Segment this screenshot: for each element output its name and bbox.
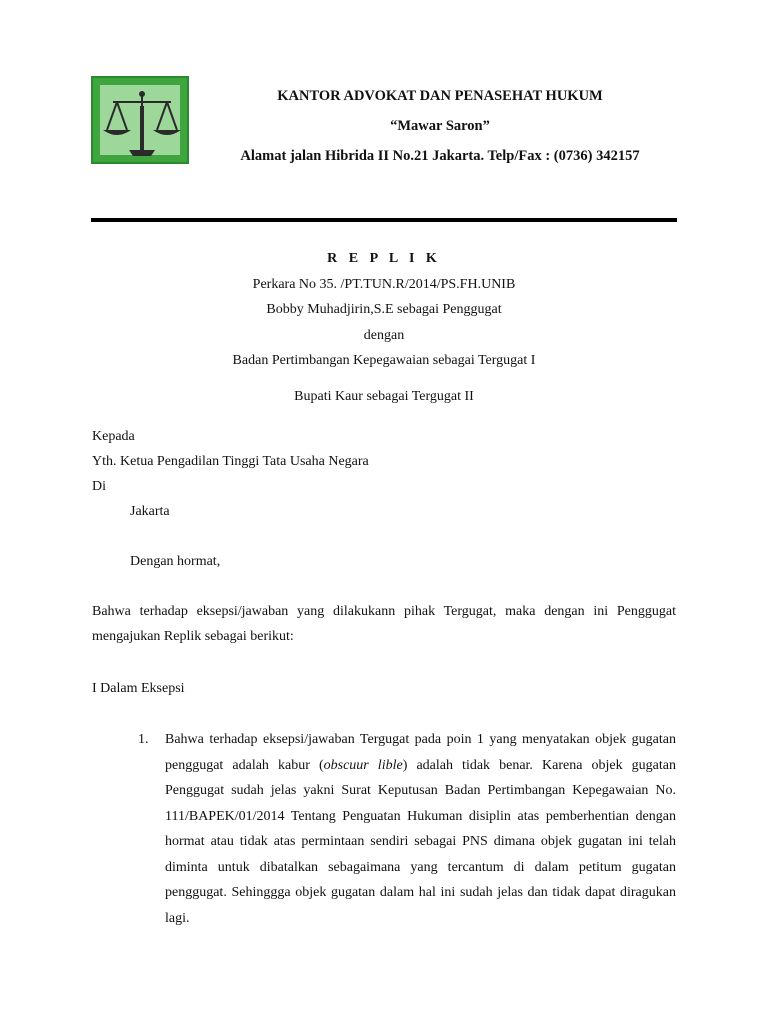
intro-paragraph: Bahwa terhadap eksepsi/jawaban yang dilakukann pihak Tergugat, maka dengan ini Penggugat mengajukan Replik sebagai berikut: (92, 604, 676, 644)
address-recipient: Yth. Ketua Pengadilan Tinggi Tata Usaha Negara (92, 454, 369, 469)
address-to: Kepada (92, 429, 135, 444)
address-at: Di (92, 479, 106, 494)
address-city: Jakarta (130, 504, 170, 519)
section-title: I Dalam Eksepsi (92, 681, 185, 696)
office-alias: “Mawar Saron” (390, 118, 490, 134)
connector-line: dengan (363, 328, 405, 343)
list-item (138, 727, 676, 931)
list-item-text (165, 727, 676, 931)
header-divider (91, 218, 677, 222)
document-title: R E P L I K (327, 251, 441, 266)
plaintiff-line: Bobby Muhadjirin,S.E sebagai Penggugat (266, 302, 502, 317)
defendant-2-line: Bupati Kaur sebagai Tergugat II (294, 389, 474, 404)
point-text-after: ) adalah tidak benar. Karena objek gugatan Penggugat sudah jelas yakni Surat Keputusan Badan Pertimbangan Kepegawaian No. 111/BAPEK/01/2014 Tentang Penguatan Hukuman disiplin atas pemberhentian dengan hormat atau tidak atas permintaan sendiri sebagai PNS dimana objek gugatan ini telah diminta untuk dibatalkan sebagaimana yang tercantum di dalam petitum gugatan penggugat. Sehinggga objek gugatan dalam hal ini sudah jelas dan tidak dapat diragukan lagi. (165, 757, 677, 926)
point-text-italic: obscuur lible (323, 757, 403, 773)
greeting: Dengan hormat, (130, 554, 221, 569)
case-number: Perkara No 35. /PT.TUN.R/2014/PS.FH.UNIB (252, 277, 516, 292)
defendant-1-line: Badan Pertimbangan Kepegawaian sebagai Tergugat I (232, 353, 536, 368)
point-text-before: Bahwa terhadap eksepsi/jawaban Tergugat pada poin 1 yang menyatakan objek gugatan penggugat adalah kabur ( (165, 732, 676, 773)
office-name: KANTOR ADVOKAT DAN PENASEHAT HUKUM (277, 88, 603, 104)
list-item-number: 1. (138, 732, 149, 747)
office-address: Alamat jalan Hibrida II No.21 Jakarta. Telp/Fax : (0736) 342157 (240, 148, 640, 164)
